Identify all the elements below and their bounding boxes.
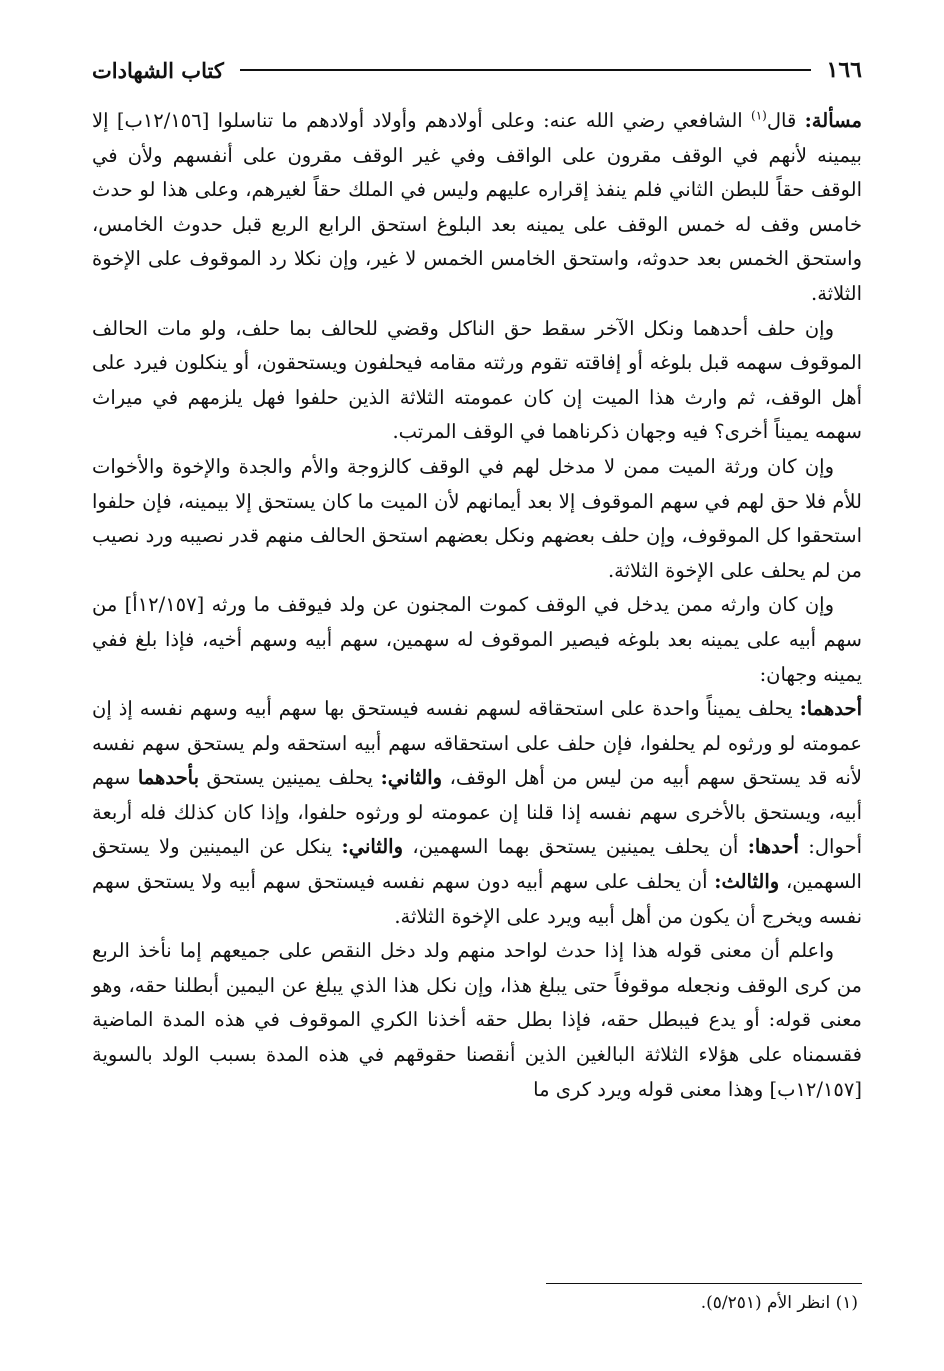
bold-term: والثالث: xyxy=(714,870,780,894)
bold-term: أحدها: xyxy=(747,835,799,859)
paragraph-4: وإن كان وارثه ممن يدخل في الوقف كموت المجنون عن ولد فيوقف ما ورثه [١٢/١٥٧أ] من سهم أبيه على يمينه بعد بلوغه فيصير الموقوف له سهمين، سهم أبيه وسهم أخيه، فإذا بلغ ففي يمينه وجهان: xyxy=(92,593,862,686)
paragraph-6: واعلم أن معنى قوله هذا إذا حدث لواحد منهم ولد دخل النقص على جميعهم إما نأخذ الربع من كرى الوقف ونجعله موقوفاً حتى يبلغ هذا، وإن نكل هذا الذي يبلغ عن اليمين أبطلنا حقه، وهو معنى قوله: أو يدع فيبطل حقه، فإذا بطل حقه أخذنا الكري الموقوف في هذه المدة الماضية فقسمناه على هؤلاء الثلاثة البالغين الذين أنقصنا حقوقهم في هذه المدة بسبب الولد بالسوية [١٢/١٥٧ب] وهذا معنى قوله ويرد كرى ما xyxy=(92,939,862,1101)
body-text xyxy=(92,104,862,1107)
book-title: كتاب الشهادات xyxy=(92,57,224,83)
paragraph-5: أحدهما: يحلف يميناً واحدة على استحقاقه لسهم نفسه فيستحق بها سهم أبيه وسهم نفسه إذ إن عمومته لو ورثوه لم يحلفوا، فإن حلف على استحقاقه سهم أبيه استحقه ولم يستحق سهم نفسه لأنه قد يستحق سهم أبيه من ليس من أهل الوقف، والثاني: يحلف يمينين يستحق بأحدهما سهم أبيه، ويستحق بالأخرى سهم نفسه إذا قلنا إن عمومته لو ورثوه حلفوا، وإذا كان كذلك فله أربعة أحوال: أحدها: أن يحلف يمينين يستحق بهما السهمين، والثاني: ينكل عن اليمينين ولا يستحق السهمين، والثالث: أن يحلف على سهم أبيه دون سهم نفسه فيستحق سهم أبيه ولا يستحق سهم نفسه ويخرج أن يكون من أهل أبيه ويرد على الإخوة الثلاثة. xyxy=(92,697,862,928)
paragraph-2: وإن حلف أحدهما ونكل الآخر سقط حق الناكل وقضي للحالف بما حلف، ولو مات الحالف الموقوف سهمه قبل بلوغه أو إفاقته تقوم ورثته مقامه فيحلفون ويستحقون، أو ينكلون فيرد على أهل الوقف، ثم وارث هذا الميت إن كان عمومته الثلاثة الذين حلفوا فهل يلزمهم في ميراث سهمه يميناً أخرى؟ فيه وجهان ذكرناهما في الوقف المرتب. xyxy=(92,316,862,444)
paragraph-1: مسألة: قال$^{(١)}$ الشافعي رضي الله عنه: وعلى أولادهم وأولاد أولادهم ما تناسلوا [١٢/١٥٦ب] إلا بيمينه لأنهم في الوقف مقرون على الواقف وفي غير الوقف مقرون على أنفسهم ولأن في الوقف حقاً للبطن الثاني فلم ينفذ إقراره عليهم وليس في الملك حقاً لغيرهم، وعلى هذا لو حدث خامس وقف له خمس الوقف على يمينه بعد البلوغ استحق الرابع الربع قبل حدوث الخامس، واستحق الخمس بعد حدوثه، واستحق الخامس الخمس لا غير، وإن نكلا رد الموقوف على الإخوة الثلاثة. xyxy=(92,108,862,305)
footnote-marker: (١) xyxy=(751,108,767,123)
paragraph-3: وإن كان ورثة الميت ممن لا مدخل لهم في الوقف كالزوجة والأم والجدة والإخوة والأخوات للأم فلا حق لهم في سهم الموقوف إلا بعد أيمانهم لأن الميت ما كان يستحق إلا بيمينه، فإن حلفوا استحقوا كل الموقوف، وإن حلف بعضهم ونكل بعضهم استحق الحالف منهم قدر نصيبه ورد نصيب من لم يحلف على الإخوة الثلاثة. xyxy=(92,454,862,582)
bold-term: والثاني: xyxy=(341,835,403,859)
bold-term: بأحدهما xyxy=(137,766,200,790)
issue-heading: مسألة: xyxy=(804,109,862,132)
bold-term: أحدهما: xyxy=(799,697,862,721)
footnote: (١) انظر الأم (٥/٢٥١). xyxy=(700,1293,858,1313)
page-header xyxy=(92,50,862,90)
bold-term: والثاني: xyxy=(380,766,443,790)
header-rule xyxy=(240,69,811,71)
page-number: ١٦٦ xyxy=(826,57,862,83)
footnote-rule xyxy=(546,1283,862,1284)
